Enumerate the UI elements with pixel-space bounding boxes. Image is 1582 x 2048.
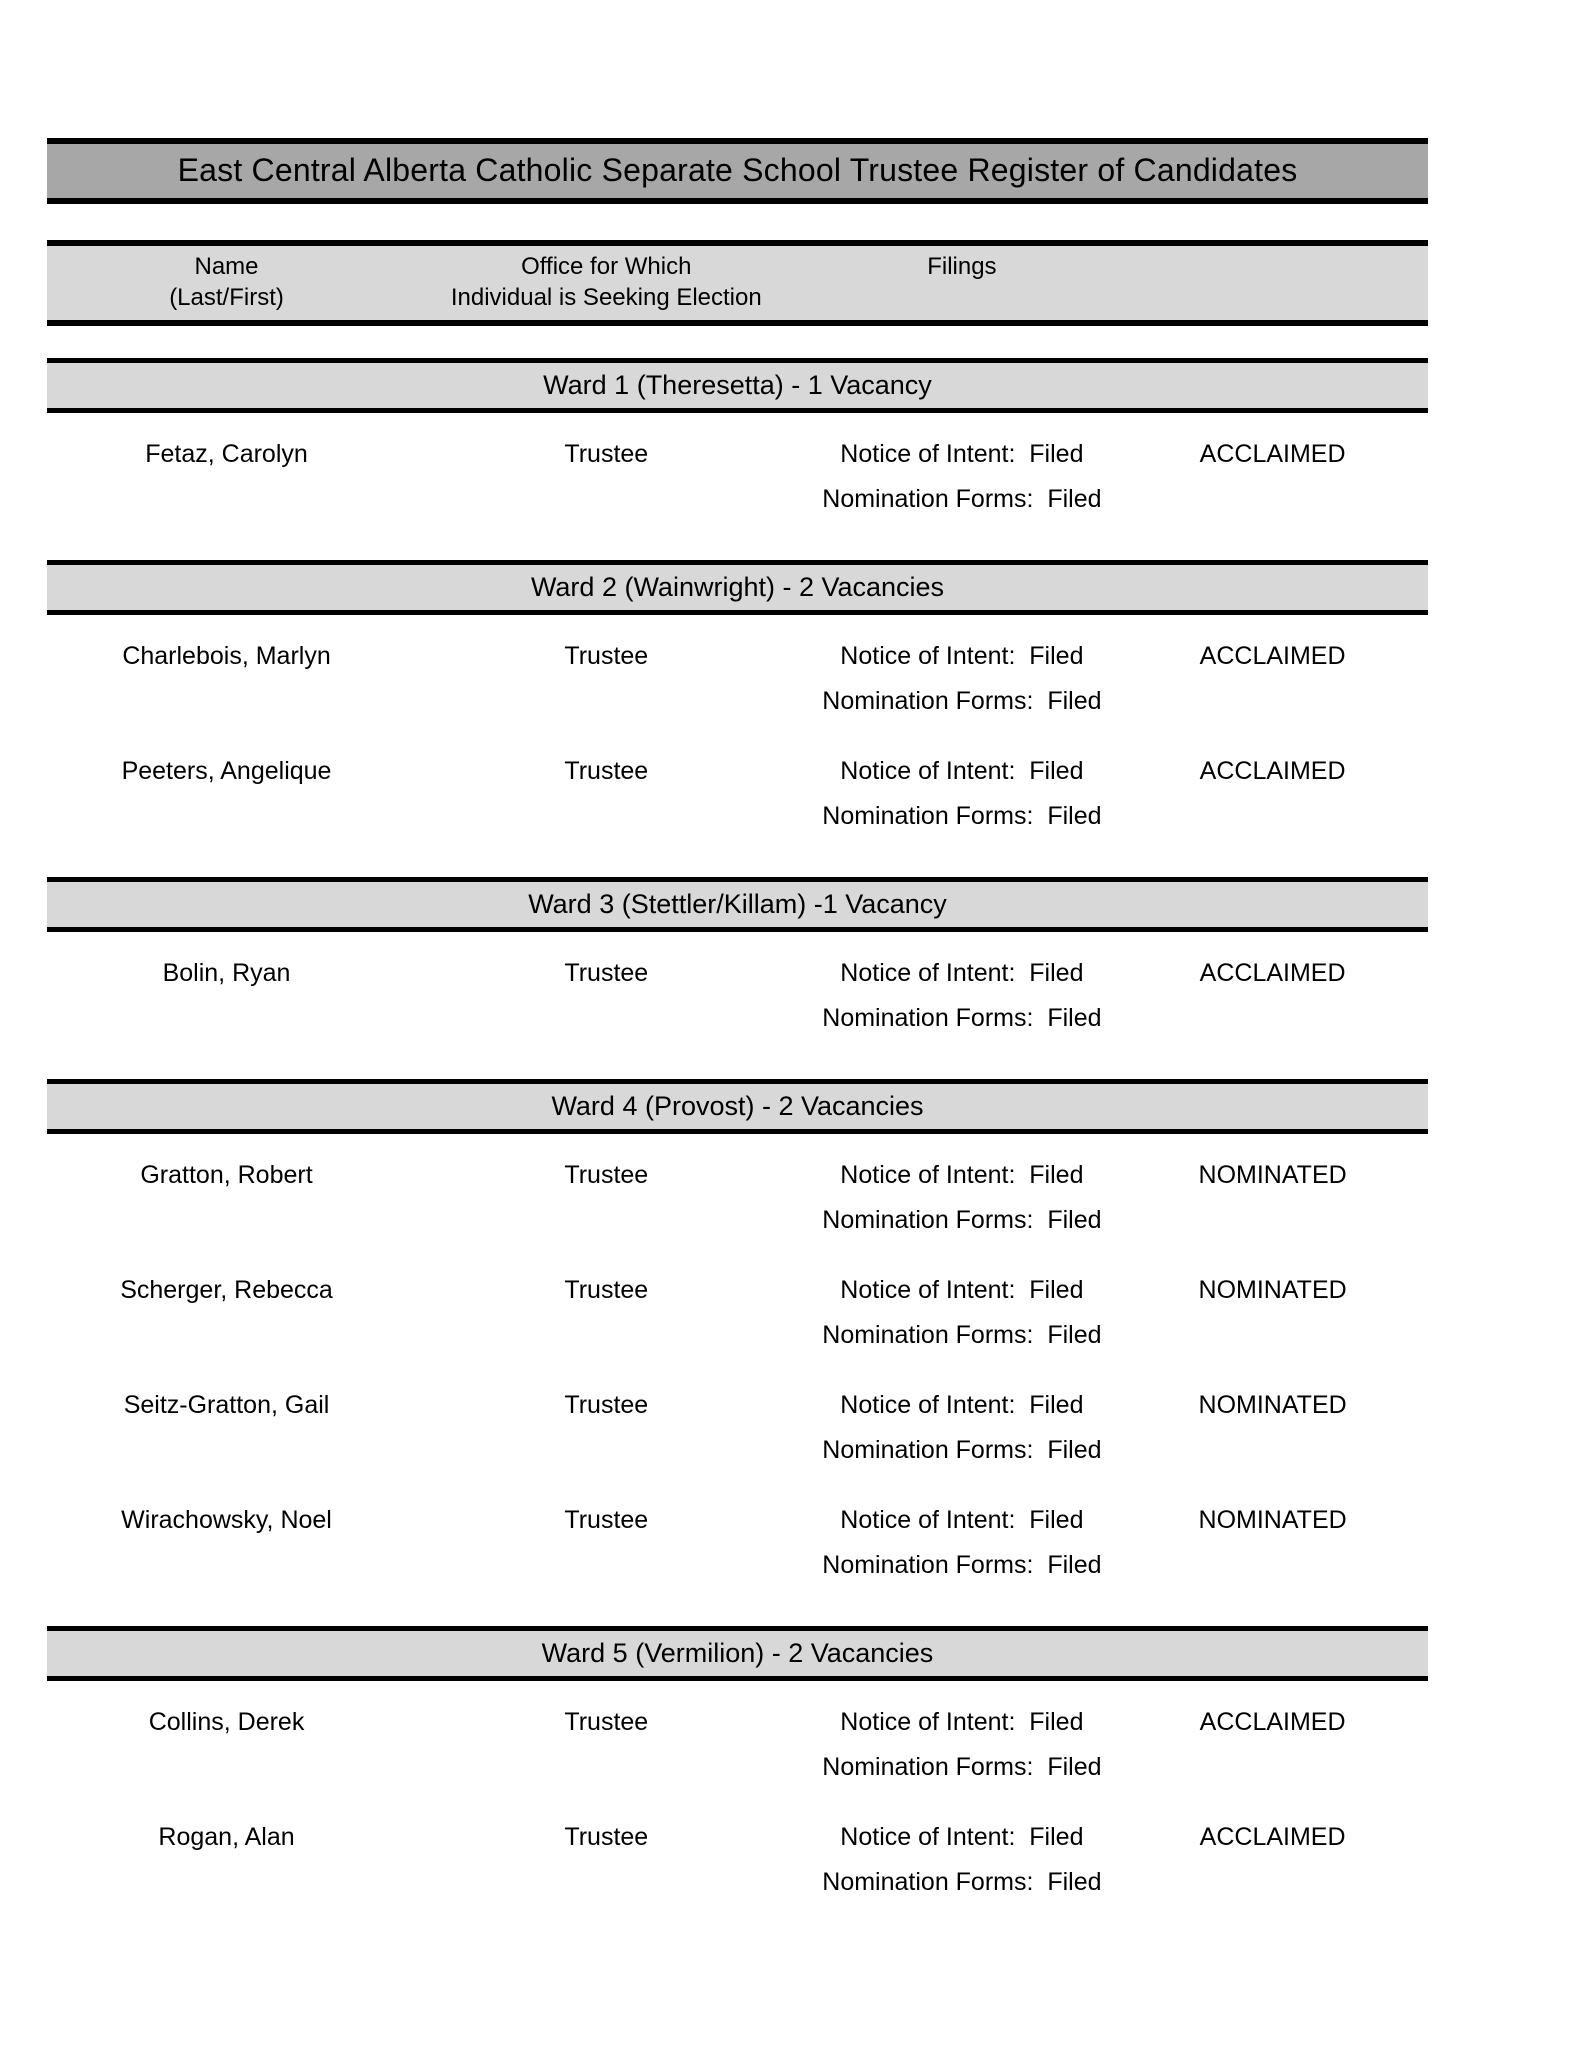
section-label: Ward 1 (Theresetta) - 1 Vacancy bbox=[543, 370, 932, 400]
candidate-office: Trustee bbox=[564, 757, 649, 785]
section-label: Ward 5 (Vermilion) - 2 Vacancies bbox=[541, 1638, 934, 1668]
candidate-name: Collins, Derek bbox=[148, 1708, 305, 1736]
candidate-status: NOMINATED bbox=[1198, 1161, 1347, 1189]
nomination-forms-line: Nomination Forms: Filed bbox=[822, 1206, 1102, 1234]
notice-of-intent-line: Notice of Intent: Filed bbox=[840, 1161, 1084, 1189]
section-bar-ward-3 bbox=[47, 877, 1428, 932]
nomination-forms-line: Nomination Forms: Filed bbox=[822, 1004, 1102, 1032]
header-status-column bbox=[1117, 251, 1428, 313]
candidate-status: ACCLAIMED bbox=[1199, 642, 1346, 670]
section-label: Ward 2 (Wainwright) - 2 Vacancies bbox=[530, 572, 945, 602]
candidate-row-scherger bbox=[47, 1249, 1428, 1364]
candidate-filings bbox=[807, 756, 1118, 831]
candidate-office: Trustee bbox=[564, 440, 649, 468]
header-name-line2: (Last/First) bbox=[169, 284, 284, 311]
candidate-filings bbox=[807, 439, 1118, 514]
header-office-line2: Individual is Seeking Election bbox=[450, 284, 762, 311]
candidate-status: ACCLAIMED bbox=[1199, 757, 1346, 785]
candidate-filings bbox=[807, 1822, 1118, 1897]
section-bar-ward-4 bbox=[47, 1079, 1428, 1134]
notice-of-intent-line: Notice of Intent: Filed bbox=[840, 1506, 1084, 1534]
nomination-forms-line: Nomination Forms: Filed bbox=[822, 687, 1102, 715]
notice-of-intent-line: Notice of Intent: Filed bbox=[840, 1276, 1084, 1304]
candidate-office: Trustee bbox=[564, 1276, 649, 1304]
candidate-status: NOMINATED bbox=[1198, 1391, 1347, 1419]
section-label: Ward 4 (Provost) - 2 Vacancies bbox=[551, 1091, 924, 1121]
header-name-column bbox=[47, 251, 406, 313]
header-filings-label: Filings bbox=[927, 253, 997, 280]
nomination-forms-line: Nomination Forms: Filed bbox=[822, 1551, 1102, 1579]
candidate-row-charlebois bbox=[47, 615, 1428, 730]
section-bar-ward-2 bbox=[47, 560, 1428, 615]
candidate-filings bbox=[807, 1707, 1118, 1782]
candidate-status: ACCLAIMED bbox=[1199, 959, 1346, 987]
header-name-line1: Name bbox=[194, 253, 259, 280]
candidate-filings bbox=[807, 1275, 1118, 1350]
candidate-status: NOMINATED bbox=[1198, 1276, 1347, 1304]
candidate-row-collins bbox=[47, 1681, 1428, 1796]
document-title: East Central Alberta Catholic Separate School Trustee Register of Candidates bbox=[177, 152, 1298, 188]
candidate-office: Trustee bbox=[564, 1823, 649, 1851]
candidate-status: ACCLAIMED bbox=[1199, 1823, 1346, 1851]
nomination-forms-line: Nomination Forms: Filed bbox=[822, 1868, 1102, 1896]
candidate-office: Trustee bbox=[564, 1391, 649, 1419]
notice-of-intent-line: Notice of Intent: Filed bbox=[840, 1823, 1084, 1851]
section-bar-ward-5 bbox=[47, 1626, 1428, 1681]
candidate-office: Trustee bbox=[564, 1506, 649, 1534]
candidate-status: NOMINATED bbox=[1198, 1506, 1347, 1534]
nomination-forms-line: Nomination Forms: Filed bbox=[822, 485, 1102, 513]
candidate-name: Fetaz, Carolyn bbox=[145, 440, 308, 468]
candidate-status: ACCLAIMED bbox=[1199, 1708, 1346, 1736]
candidate-office: Trustee bbox=[564, 1708, 649, 1736]
candidate-row-peeters bbox=[47, 730, 1428, 845]
nomination-forms-line: Nomination Forms: Filed bbox=[822, 1436, 1102, 1464]
header-office-line1: Office for Which bbox=[521, 253, 692, 280]
notice-of-intent-line: Notice of Intent: Filed bbox=[840, 642, 1084, 670]
candidate-name: Scherger, Rebecca bbox=[120, 1276, 333, 1304]
candidate-name: Gratton, Robert bbox=[140, 1161, 313, 1189]
header-filings-column bbox=[807, 251, 1118, 313]
candidate-filings bbox=[807, 1390, 1118, 1465]
candidate-name: Peeters, Angelique bbox=[121, 757, 332, 785]
candidate-name: Bolin, Ryan bbox=[162, 959, 291, 987]
candidate-name: Seitz-Gratton, Gail bbox=[123, 1391, 330, 1419]
candidate-office: Trustee bbox=[564, 959, 649, 987]
candidate-filings bbox=[807, 958, 1118, 1033]
candidate-row-fetaz bbox=[47, 413, 1428, 528]
notice-of-intent-line: Notice of Intent: Filed bbox=[840, 440, 1084, 468]
candidate-row-seitz-gratton bbox=[47, 1364, 1428, 1479]
notice-of-intent-line: Notice of Intent: Filed bbox=[840, 1391, 1084, 1419]
candidate-row-bolin bbox=[47, 932, 1428, 1047]
document-title-bar bbox=[47, 138, 1428, 204]
candidate-row-wirachowsky bbox=[47, 1479, 1428, 1594]
section-bar-ward-1 bbox=[47, 358, 1428, 413]
nomination-forms-line: Nomination Forms: Filed bbox=[822, 802, 1102, 830]
candidate-filings bbox=[807, 1160, 1118, 1235]
nomination-forms-line: Nomination Forms: Filed bbox=[822, 1321, 1102, 1349]
notice-of-intent-line: Notice of Intent: Filed bbox=[840, 757, 1084, 785]
candidate-office: Trustee bbox=[564, 1161, 649, 1189]
header-office-column bbox=[406, 251, 806, 313]
candidate-filings bbox=[807, 641, 1118, 716]
candidate-row-rogan bbox=[47, 1796, 1428, 1911]
table-header-row bbox=[47, 240, 1428, 326]
candidate-office: Trustee bbox=[564, 642, 649, 670]
candidate-name: Wirachowsky, Noel bbox=[121, 1506, 332, 1534]
nomination-forms-line: Nomination Forms: Filed bbox=[822, 1753, 1102, 1781]
notice-of-intent-line: Notice of Intent: Filed bbox=[840, 1708, 1084, 1736]
notice-of-intent-line: Notice of Intent: Filed bbox=[840, 959, 1084, 987]
candidate-row-gratton bbox=[47, 1134, 1428, 1249]
candidate-name: Rogan, Alan bbox=[158, 1823, 295, 1851]
candidate-filings bbox=[807, 1505, 1118, 1580]
section-label: Ward 3 (Stettler/Killam) -1 Vacancy bbox=[528, 889, 947, 919]
candidate-name: Charlebois, Marlyn bbox=[122, 642, 331, 670]
candidate-status: ACCLAIMED bbox=[1199, 440, 1346, 468]
